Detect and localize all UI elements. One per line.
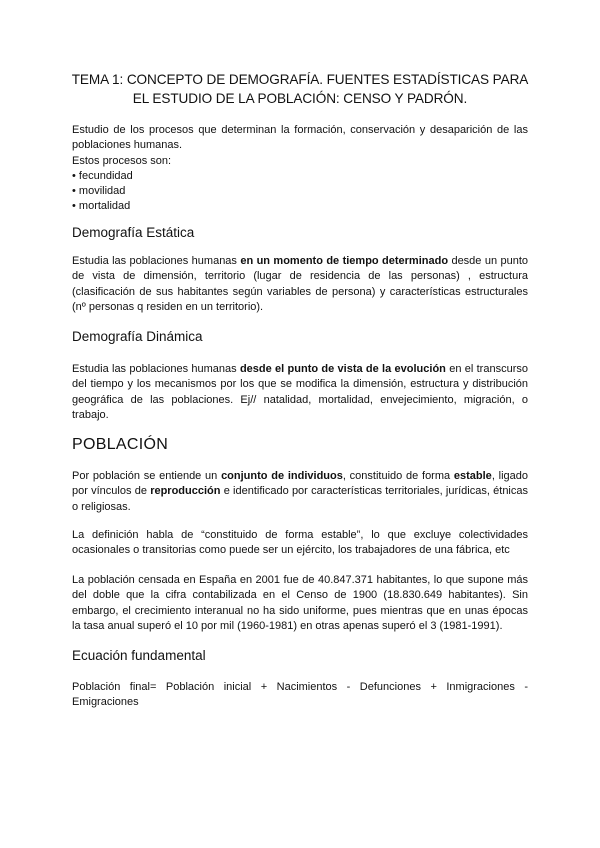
poblacion-paragraph-2: La definición habla de “constituido de forma estable”, lo que excluye colectividades ocasionales o transitorias como puede ser un ejército, los trabajadores de una fábrica, etc xyxy=(72,529,528,557)
bold-run: reproducción xyxy=(150,485,221,498)
bold-run: en un momento de tiempo determinado xyxy=(240,255,449,267)
process-list xyxy=(72,169,528,215)
heading-poblacion: POBLACIÓN xyxy=(72,436,169,453)
poblacion-paragraph-1 xyxy=(72,469,528,515)
intro-paragraph: Estudio de los procesos que determinan la formación, conservación y desaparición de las poblaciones humanas. xyxy=(72,124,528,152)
bold-run: conjunto de individuos xyxy=(221,470,343,482)
intro-lead: Estos procesos son: xyxy=(72,154,172,167)
intro-section xyxy=(72,123,528,215)
list-item: • fecundidad xyxy=(72,169,528,184)
title-line-1: TEMA 1: CONCEPTO DE DEMOGRAFÍA. FUENTES ESTADÍSTICAS PARA xyxy=(71,72,529,87)
text-run: e identificado por características territoriales, jurídicas, étnicas o religiosas. xyxy=(72,485,528,513)
estatica-paragraph xyxy=(72,254,528,315)
bold-run: desde el punto de vista de la evolución xyxy=(239,363,446,375)
dinamica-paragraph xyxy=(72,362,528,423)
text-run: desde un punto de vista de dimensión, territorio (lugar de residencia de las personas) , estructura (clasificación de sus habitantes según variables de persona) y características estructurales (nº personas q residen en un territorio). xyxy=(72,255,528,313)
text-run: , ligado por vínculos de xyxy=(72,470,528,498)
heading-demografia-estatica: Demografía Estática xyxy=(72,225,195,240)
list-item: • movilidad xyxy=(72,184,528,199)
text-run: en el transcurso del tiempo y los mecanismos por los que se modifica la dimensión, estructura y distribución geográfica de las poblaciones. Ej// natalidad, mortalidad, envejecimiento, migración, o trabajo. xyxy=(72,363,528,421)
heading-demografia-dinamica: Demografía Dinámica xyxy=(72,329,203,344)
bold-run: estable xyxy=(453,470,492,482)
poblacion-paragraph-3: La población censada en España en 2001 fue de 40.847.371 habitantes, lo que supone más del doble que la cifra contabilizada en el Censo de 1900 (18.830.649 habitantes). Sin embargo, el crecimiento interanual no ha sido uniforme, pues mientras que en unas épocas la tasa anual superó el 10 por mil (1960-1981) en otras apenas superó el 3 (1981-1991). xyxy=(72,574,528,632)
list-item: • mortalidad xyxy=(72,199,528,214)
ecuacion-paragraph: Población final= Población inicial + Nacimientos - Defunciones + Inmigraciones - Emigraciones xyxy=(72,681,528,709)
heading-ecuacion-fundamental: Ecuación fundamental xyxy=(72,648,206,663)
text-run: Estudia las poblaciones humanas xyxy=(72,363,240,375)
title-line-2: EL ESTUDIO DE LA POBLACIÓN: CENSO Y PADRÓN. xyxy=(132,91,468,106)
text-run: , constituido de forma xyxy=(342,470,454,482)
document-title xyxy=(60,70,540,108)
text-run: Estudia las poblaciones humanas xyxy=(72,255,241,267)
text-run: Por población se entiende un xyxy=(72,470,222,482)
